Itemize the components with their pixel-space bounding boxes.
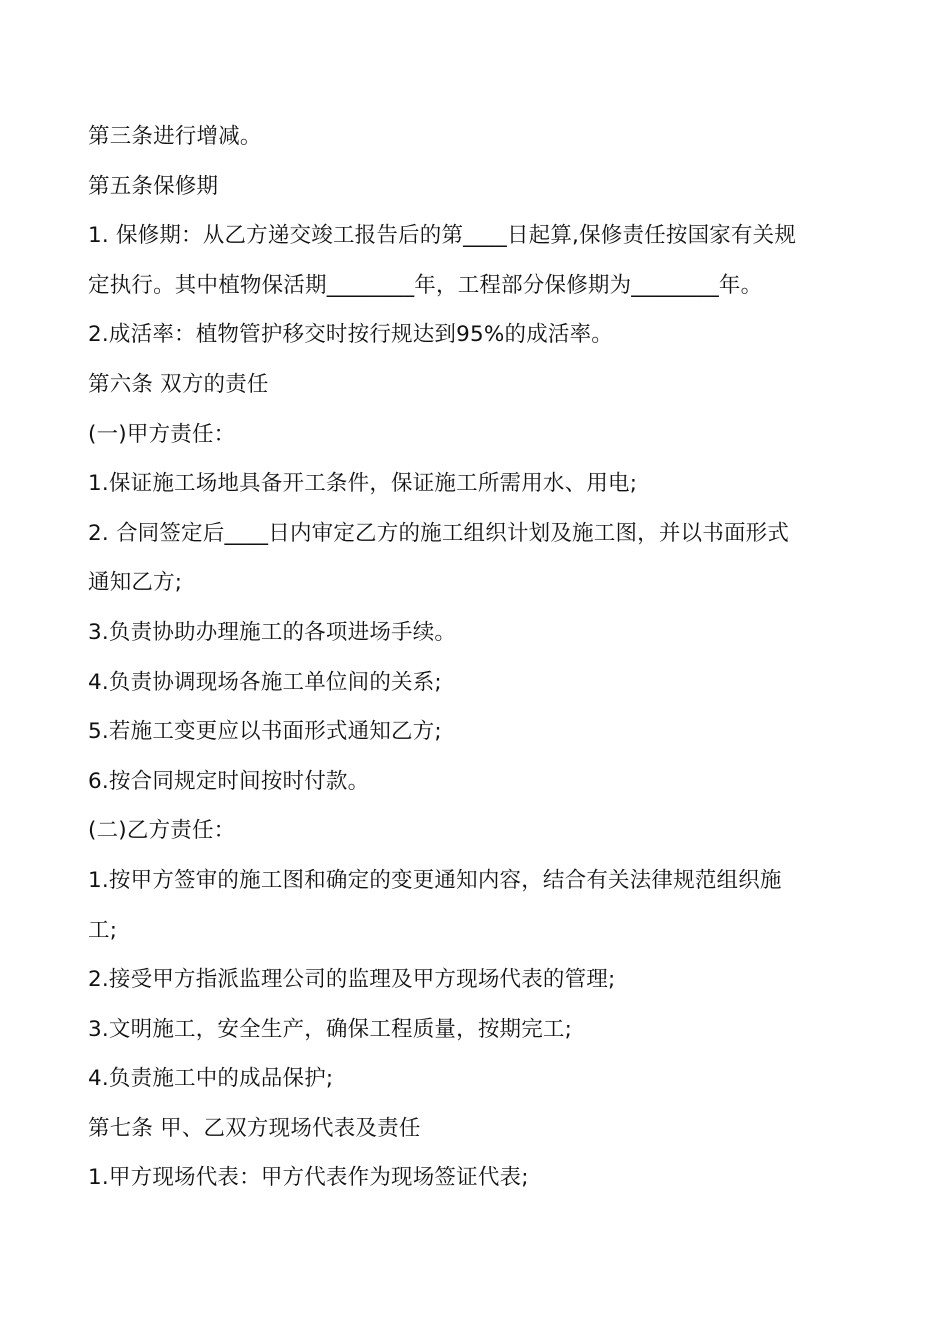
text-line: 通知乙方; (88, 570, 183, 596)
section-heading: 第七条 甲、乙双方现场代表及责任 (88, 1115, 421, 1141)
text-line: 2. 合同签定后____日内审定乙方的施工组织计划及施工图，并以书面形式 (88, 520, 790, 546)
text-line: 6.按合同规定时间按时付款。 (88, 768, 370, 794)
subsection-heading: (一)甲方责任： (88, 421, 236, 447)
text-line: 1.保证施工场地具备开工条件，保证施工所需用水、用电; (88, 471, 638, 497)
text-line: 4.负责协调现场各施工单位间的关系; (88, 669, 442, 695)
section-heading: 第五条保修期 (88, 173, 219, 199)
text-line: 2.接受甲方指派监理公司的监理及甲方现场代表的管理; (88, 967, 616, 993)
text-line: 4.负责施工中的成品保护; (88, 1066, 334, 1092)
text-line: 第三条进行增减。 (88, 124, 262, 149)
subsection-heading: (二)乙方责任： (88, 818, 236, 844)
text-line: 1.甲方现场代表：甲方代表作为现场签证代表; (88, 1165, 529, 1191)
text-line: 1.按甲方签审的施工图和确定的变更通知内容，结合有关法律规范组织施 (88, 867, 782, 893)
text-line: 5.若施工变更应以书面形式通知乙方; (88, 719, 442, 745)
text-line: 3.负责协助办理施工的各项进场手续。 (88, 619, 457, 645)
text-line: 定执行。其中植物保活期________年，工程部分保修期为________年。 (88, 272, 763, 298)
text-line: 1. 保修期：从乙方递交竣工报告后的第____日起算,保修责任按国家有关规 (88, 223, 797, 249)
text-line: 工; (88, 917, 118, 943)
text-line: 3.文明施工，安全生产，确保工程质量，按期完工; (88, 1016, 573, 1042)
text-line: 2.成活率：植物管护移交时按行规达到95%的成活率。 (88, 322, 614, 348)
document-body (88, 112, 868, 1203)
section-heading: 第六条 双方的责任 (88, 371, 269, 397)
